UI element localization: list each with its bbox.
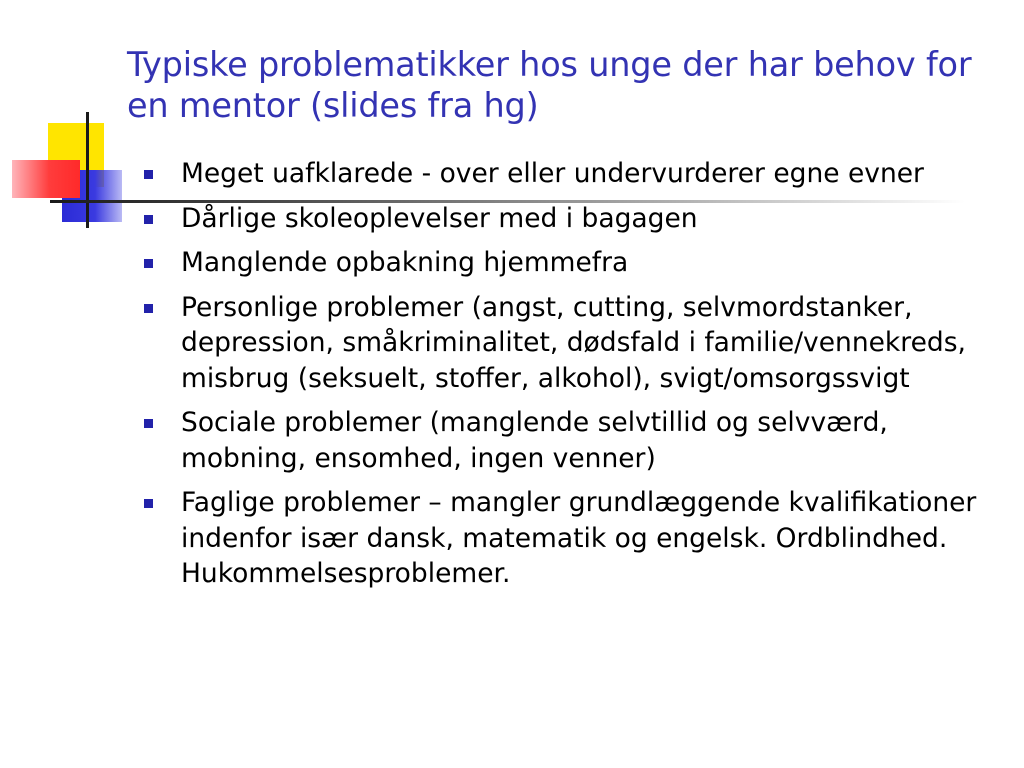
- bullet-square-icon: [144, 419, 153, 428]
- bullet-text: Personlige problemer (angst, cutting, selvmordstanker, depression, småkriminalitet, dødsfald i familie/vennekreds, misbrug (seksuelt, stoffer, alkohol), svigt/omsorgssvigt: [181, 291, 966, 394]
- logo-vertical-line: [86, 112, 89, 228]
- bullet-item: [144, 405, 984, 476]
- bullet-text: Faglige problemer – mangler grundlæggende kvalifikationer indenfor især dansk, matematik og engelsk. Ordblindhed. Hukommelsesproblemer.: [181, 487, 977, 589]
- bullet-text: Sociale problemer (manglende selvtillid og selvværd, mobning, ensomhed, ingen venner): [181, 407, 888, 474]
- bullet-text: Meget uafklarede - over eller undervurderer egne evner: [181, 158, 924, 189]
- bullet-item: [144, 156, 984, 192]
- bullet-list: [144, 156, 984, 601]
- bullet-square-icon: [144, 304, 153, 313]
- bullet-text: Dårlige skoleoplevelser med i bagagen: [181, 202, 698, 234]
- bullet-square-icon: [144, 215, 153, 224]
- bullet-item: [144, 245, 984, 281]
- bullet-square-icon: [144, 499, 153, 508]
- bullet-item: [144, 201, 984, 237]
- bullet-square-icon: [144, 170, 153, 179]
- slide-title: Typiske problematikker hos unge der har behov for en mentor (slides fra hg): [127, 45, 972, 125]
- bullet-item: [144, 290, 984, 397]
- bullet-text: Manglende opbakning hjemmefra: [181, 247, 629, 278]
- logo-red-bar: [12, 160, 80, 198]
- bullet-item: [144, 485, 984, 592]
- bullet-square-icon: [144, 259, 153, 268]
